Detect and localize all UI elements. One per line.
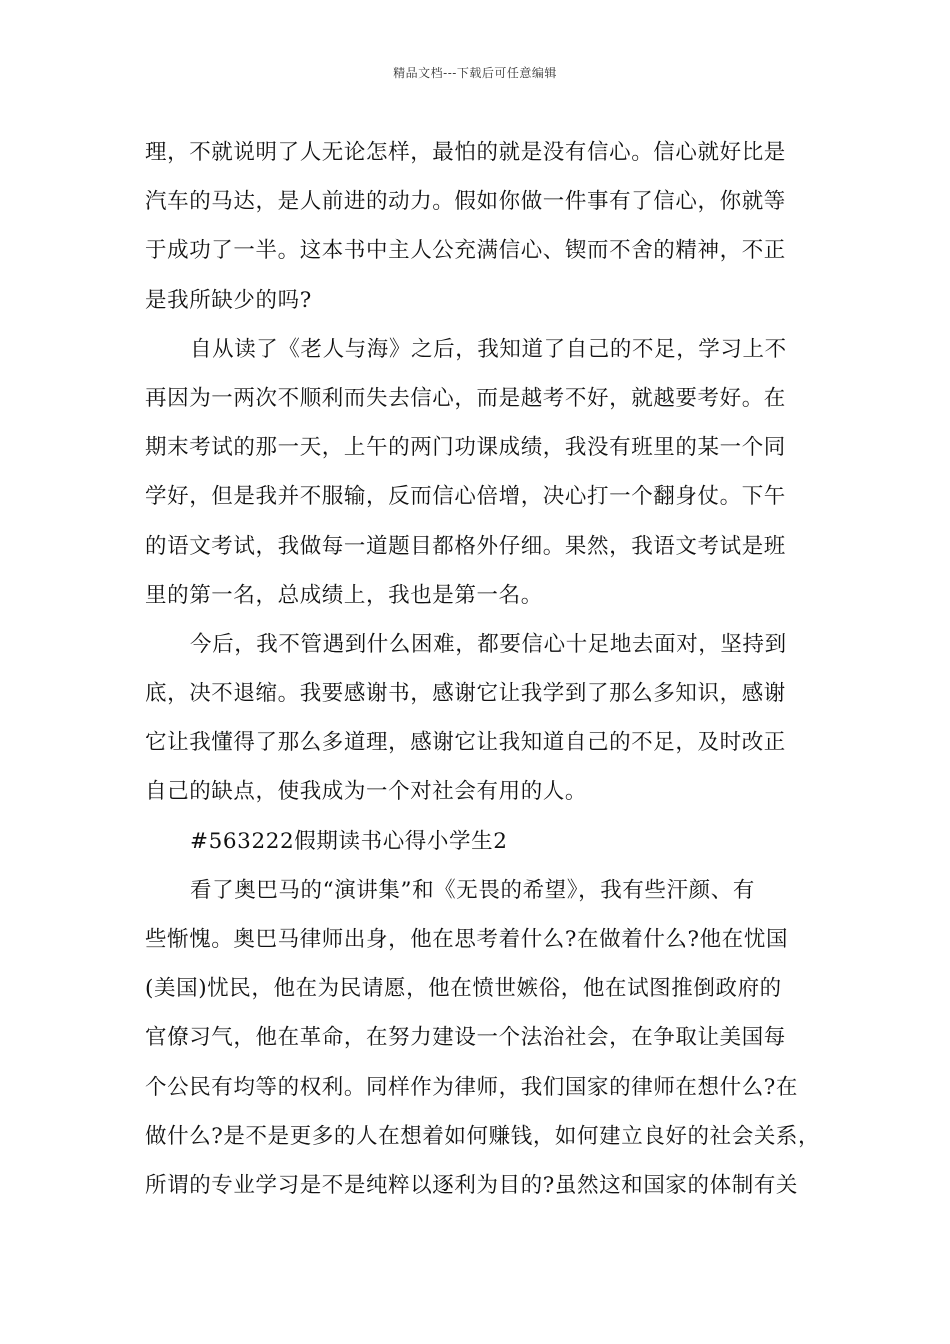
text-line: (美国)忧民，他在为民请愿，他在愤世嫉俗，他在试图推倒政府的 <box>145 976 782 1002</box>
text-line: 学好，但是我并不服输，反而信心倍增，决心打一个翻身仗。下午 <box>145 484 786 510</box>
text-line: 所谓的专业学习是不是纯粹以逐利为目的?虽然这和国家的体制有关 <box>145 1172 799 1198</box>
text-line: 的语文考试，我做每一道题目都格外仔细。果然，我语文考试是班 <box>145 533 786 559</box>
text-line: 期末考试的那一天，上午的两门功课成绩，我没有班里的某一个同 <box>145 435 786 461</box>
text-line: 个公民有均等的权利。同样作为律师，我们国家的律师在想什么?在 <box>145 1074 799 1100</box>
text-line: 今后，我不管遇到什么困难，都要信心十足地去面对，坚持到 <box>190 631 787 657</box>
page-header: 精品文档---下载后可任意编辑 <box>393 66 557 80</box>
text-line: 自从读了《老人与海》之后，我知道了自己的不足，学习上不 <box>190 336 787 362</box>
text-line: 些惭愧。奥巴马律师出身，他在思考着什么?在做着什么?他在忧国 <box>145 927 789 952</box>
document-body <box>145 128 825 1210</box>
text-line: 再因为一两次不顺利而失去信心，而是越考不好，就越要考好。在 <box>145 385 786 411</box>
text-line: 是我所缺少的吗? <box>145 287 312 313</box>
text-line: 自己的缺点，使我成为一个对社会有用的人。 <box>145 779 588 805</box>
text-line: 里的第一名，总成绩上，我也是第一名。 <box>145 582 543 608</box>
text-line: 它让我懂得了那么多道理，感谢它让我知道自己的不足，及时改正 <box>145 730 786 756</box>
text-line: 汽车的马达，是人前进的动力。假如你做一件事有了信心，你就等 <box>145 189 786 215</box>
text-line: 于成功了一半。这本书中主人公充满信心、锲而不舍的精神，不正 <box>145 238 786 264</box>
text-line: #563222假期读书心得小学生2 <box>190 828 508 854</box>
text-line: 看了奥巴马的“演讲集”和《无畏的希望》，我有些汗颜、有 <box>190 877 755 903</box>
text-line: 底，决不退缩。我要感谢书，感谢它让我学到了那么多知识，感谢 <box>145 681 786 707</box>
text-line: 做什么?是不是更多的人在想着如何赚钱，如何建立良好的社会关系， <box>145 1123 821 1149</box>
text-line: 理，不就说明了人无论怎样，最怕的就是没有信心。信心就好比是 <box>145 140 786 165</box>
text-line: 官僚习气，他在革命，在努力建设一个法治社会，在争取让美国每 <box>145 1025 786 1051</box>
